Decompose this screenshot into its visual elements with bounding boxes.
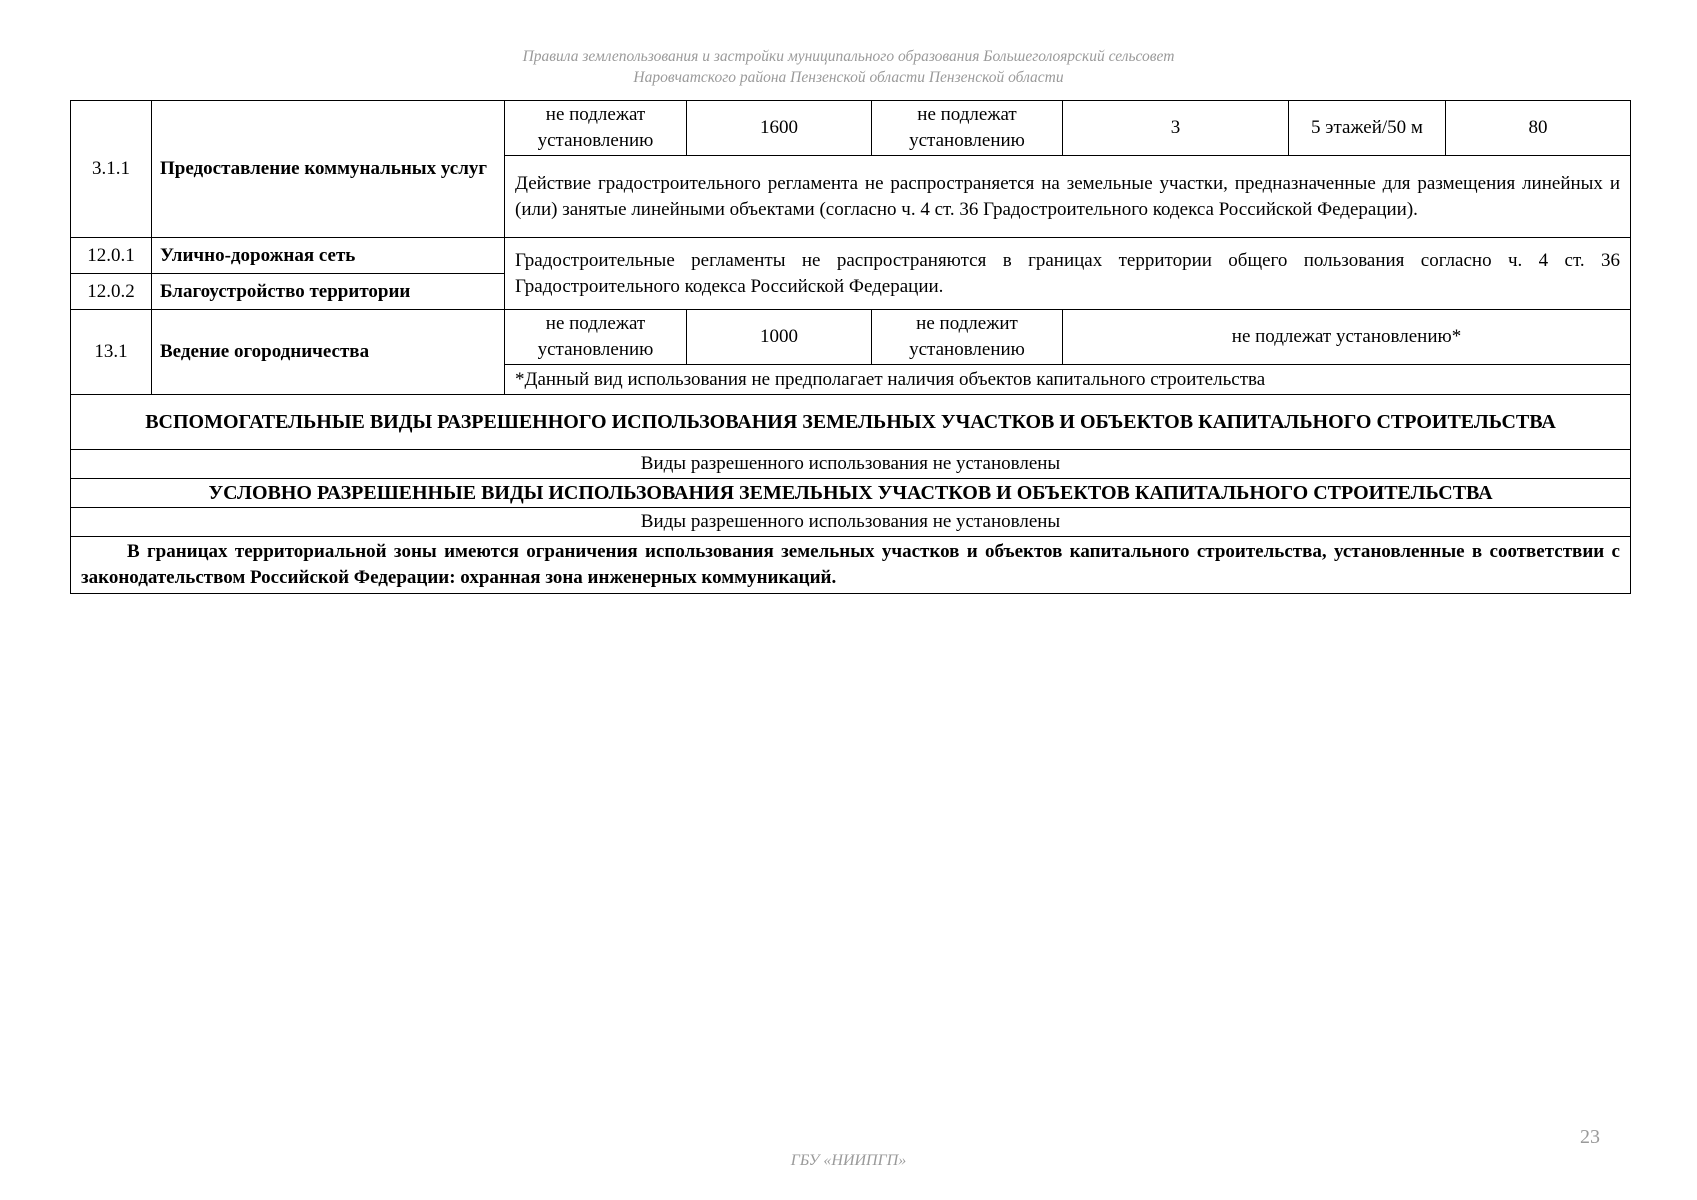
table-row	[71, 479, 1631, 508]
table-row	[71, 508, 1631, 537]
header-line-1: Правила землепользования и застройки муниципального образования Большеголоярский сельсовет	[522, 48, 1175, 65]
value-cell: 80	[1446, 101, 1631, 156]
value-cell: не подлежат установлению	[872, 101, 1063, 156]
table-row	[71, 310, 1631, 365]
value-cell: 1600	[687, 101, 872, 156]
table-row	[71, 395, 1631, 450]
use-name-cell: Предоставление коммунальных услуг	[152, 101, 505, 238]
value-cell: не подлежат установлению	[505, 310, 687, 365]
value-cell: 3	[1063, 101, 1289, 156]
use-name-cell: Благоустройство территории	[152, 274, 505, 310]
note-cell: Действие градостроительного регламента не распространяется на земельные участки, предназначенные для размещения линейных и (или) занятые линейными объектами (согласно ч. 4 ст. 36 Градостроительного кодекса Российской Федерации).	[505, 156, 1631, 238]
code-cell: 13.1	[71, 310, 152, 395]
table-row	[71, 537, 1631, 594]
value-cell: не подлежит установлению	[872, 310, 1063, 365]
value-cell: 1000	[687, 310, 872, 365]
header-line-2: Наровчатского района Пензенской области Пензенской области	[633, 69, 1064, 86]
section-text-auxiliary: Виды разрешенного использования не установлены	[71, 450, 1631, 479]
value-cell: не подлежат установлению	[505, 101, 687, 156]
section-text-conditional: Виды разрешенного использования не установлены	[71, 508, 1631, 537]
page-footer: ГБУ «НИИПГП»	[790, 1152, 907, 1169]
page-header	[0, 46, 1697, 88]
section-title-conditional: УСЛОВНО РАЗРЕШЕННЫЕ ВИДЫ ИСПОЛЬЗОВАНИЯ ЗЕМЕЛЬНЫХ УЧАСТКОВ И ОБЪЕКТОВ КАПИТАЛЬНОГО СТРОИТЕЛЬСТВА	[71, 479, 1631, 508]
table-row	[71, 101, 1631, 156]
section-title-auxiliary: ВСПОМОГАТЕЛЬНЫЕ ВИДЫ РАЗРЕШЕННОГО ИСПОЛЬЗОВАНИЯ ЗЕМЕЛЬНЫХ УЧАСТКОВ И ОБЪЕКТОВ КАПИТАЛЬНОГО СТРОИТЕЛЬСТВА	[71, 395, 1631, 450]
use-name-cell: Улично-дорожная сеть	[152, 238, 505, 274]
code-cell: 12.0.2	[71, 274, 152, 310]
regulation-table	[70, 100, 1631, 594]
note-cell: Градостроительные регламенты не распространяются в границах территории общего пользования согласно ч. 4 ст. 36 Градостроительного кодекса Российской Федерации.	[505, 238, 1631, 310]
table-row	[71, 450, 1631, 479]
code-cell: 3.1.1	[71, 101, 152, 238]
value-cell: не подлежат установлению*	[1063, 310, 1631, 365]
value-cell: 5 этажей/50 м	[1289, 101, 1446, 156]
note-cell: *Данный вид использования не предполагает наличия объектов капитального строительства	[505, 365, 1631, 395]
restrictions-text: В границах территориальной зоны имеются ограничения использования земельных участков и объектов капитального строительства, установленные в соответствии с законодательством Российской Федерации: охранная зона инженерных коммуникаций.	[81, 541, 1620, 588]
page-number: 23	[1580, 1126, 1600, 1148]
use-name-cell: Ведение огородничества	[152, 310, 505, 395]
table-row	[71, 238, 1631, 274]
restrictions-note	[71, 537, 1631, 594]
code-cell: 12.0.1	[71, 238, 152, 274]
